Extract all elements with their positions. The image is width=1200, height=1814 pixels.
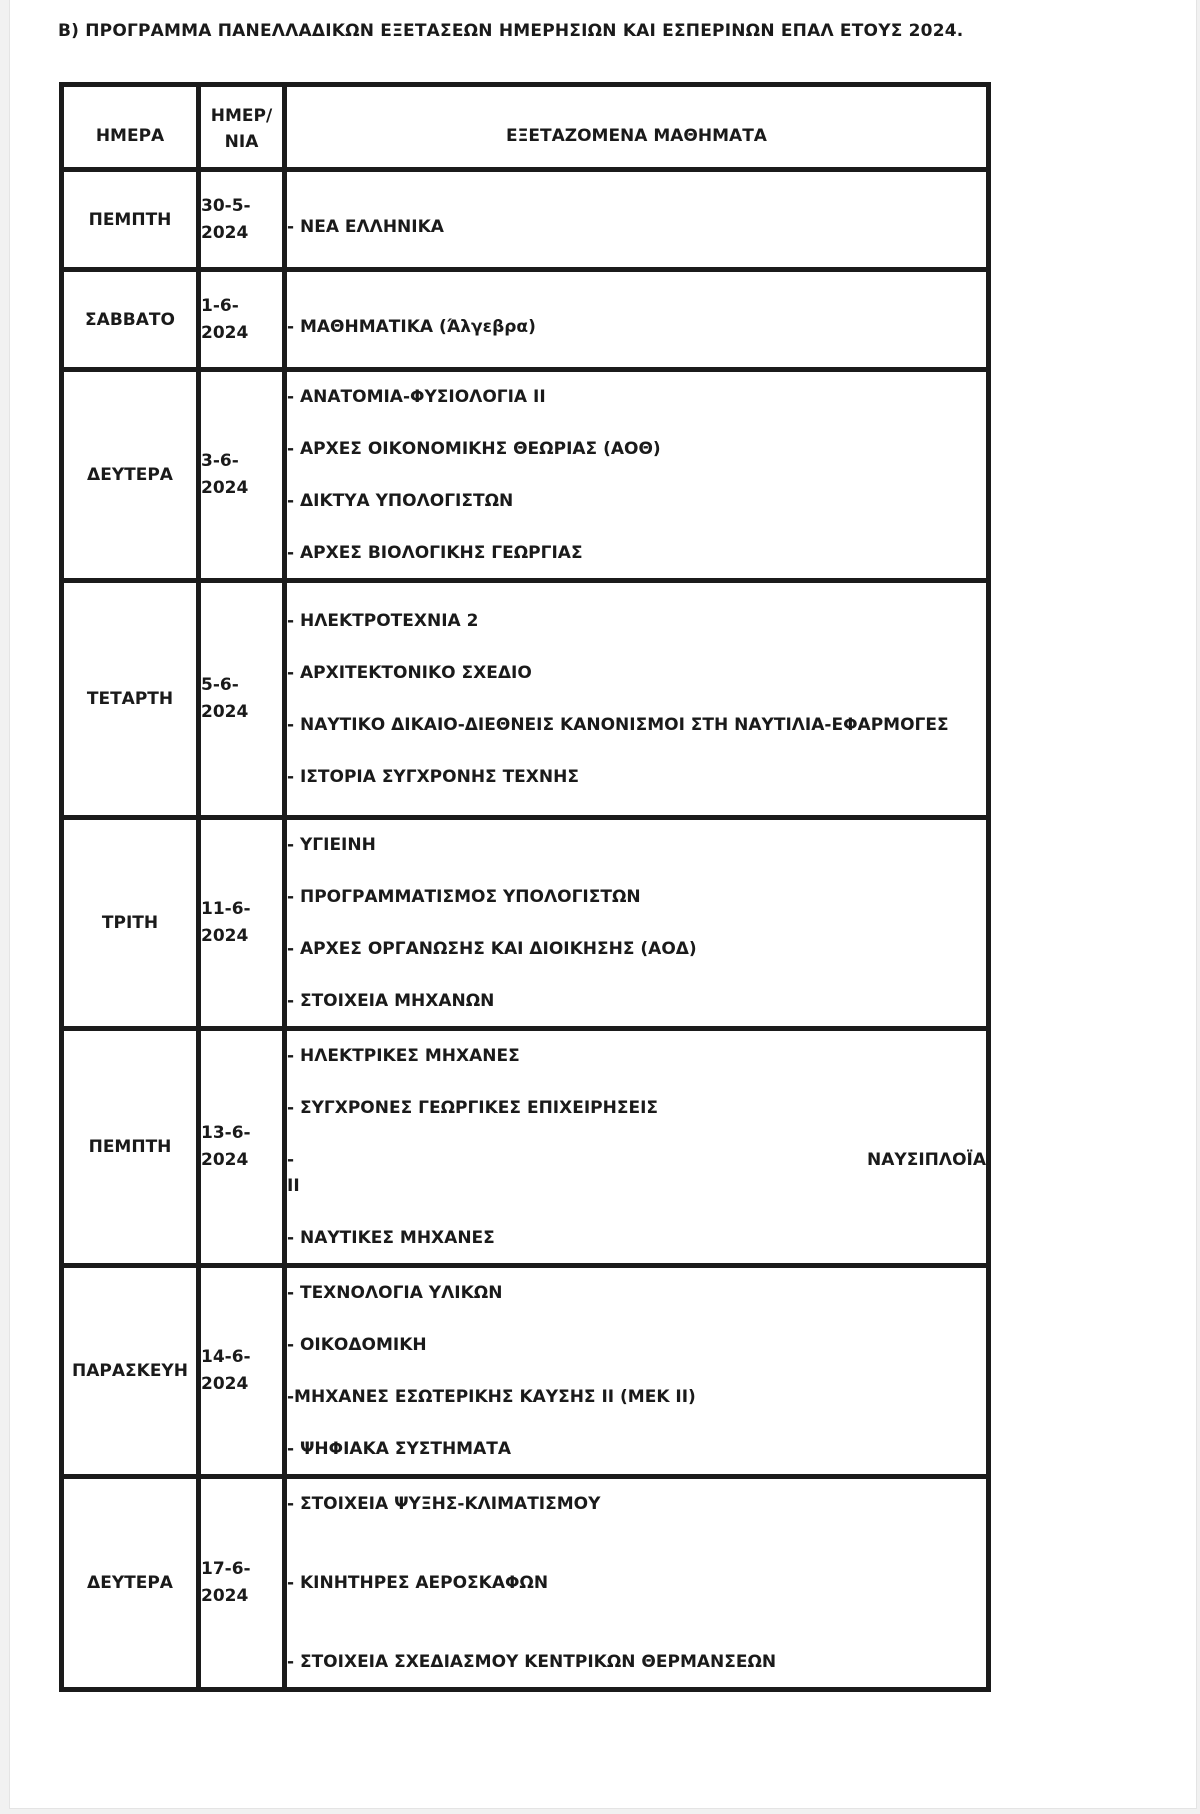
subject-item-justified: - ΝΑΥΣΙΠΛΟΪΑ <box>287 1150 986 1170</box>
date-cell: 14-6- 2024 <box>199 1266 285 1477</box>
subject-item: - ΣΥΓΧΡΟΝΕΣ ΓΕΩΡΓΙΚΕΣ ΕΠΙΧΕΙΡΗΣΕΙΣ <box>287 1098 659 1118</box>
subject-item: - ΙΣΤΟΡΙΑ ΣΥΓΧΡΟΝΗΣ ΤΕΧΝΗΣ <box>287 767 579 787</box>
table-row <box>62 581 989 818</box>
subjects-cell <box>285 581 989 818</box>
subject-item: - ΥΓΙΕΙΝΗ <box>287 835 376 855</box>
subject-item: - ΜΑΘΗΜΑΤΙΚΑ (Άλγεβρα) <box>287 317 536 337</box>
day-cell: ΔΕΥΤΕΡΑ <box>62 370 199 581</box>
subject-item: - ΑΝΑΤΟΜΙΑ-ΦΥΣΙΟΛΟΓΙΑ ΙΙ <box>287 387 546 407</box>
subject-item: -ΜΗΧΑΝΕΣ ΕΣΩΤΕΡΙΚΗΣ ΚΑΥΣΗΣ ΙΙ (ΜΕΚ ΙΙ) <box>287 1387 696 1407</box>
subject-item: - ΠΡΟΓΡΑΜΜΑΤΙΣΜΟΣ ΥΠΟΛΟΓΙΣΤΩΝ <box>287 887 641 907</box>
date-cell: 3-6- 2024 <box>199 370 285 581</box>
subject-item-continuation: ΙΙ <box>287 1176 300 1196</box>
table-row <box>62 1477 989 1690</box>
day-cell: ΠΕΜΠΤΗ <box>62 1029 199 1266</box>
subject-item: - ΣΤΟΙΧΕΙΑ ΜΗΧΑΝΩΝ <box>287 991 495 1011</box>
subject-item: - ΣΤΟΙΧΕΙΑ ΣΧΕΔΙΑΣΜΟΥ ΚΕΝΤΡΙΚΩΝ ΘΕΡΜΑΝΣΕΩΝ <box>287 1652 777 1672</box>
subject-item: - ΑΡΧΙΤΕΚΤΟΝΙΚΟ ΣΧΕΔΙΟ <box>287 663 532 683</box>
day-cell: ΠΕΜΠΤΗ <box>62 170 199 270</box>
date-cell: 30-5- 2024 <box>199 170 285 270</box>
day-cell: ΠΑΡΑΣΚΕΥΗ <box>62 1266 199 1477</box>
subject-item: - ΗΛΕΚΤΡΙΚΕΣ ΜΗΧΑΝΕΣ <box>287 1046 520 1066</box>
subject-item: - ΤΕΧΝΟΛΟΓΙΑ ΥΛΙΚΩΝ <box>287 1283 503 1303</box>
subjects-cell <box>285 1477 989 1690</box>
subject-item: - ΑΡΧΕΣ ΟΡΓΑΝΩΣΗΣ ΚΑΙ ΔΙΟΙΚΗΣΗΣ (ΑΟΔ) <box>287 939 697 959</box>
header-day: ΗΜΕΡΑ <box>62 85 199 170</box>
header-subjects: ΕΞΕΤΑΖΟΜΕΝΑ ΜΑΘΗΜΑΤΑ <box>285 85 989 170</box>
subject-item: - ΝΑΥΤΙΚΟ ΔΙΚΑΙΟ-ΔΙΕΘΝΕΙΣ ΚΑΝΟΝΙΣΜΟΙ ΣΤΗ ΝΑΥΤΙΛΙΑ-ΕΦΑΡΜΟΓΕΣ <box>287 715 949 735</box>
date-cell: 1-6- 2024 <box>199 270 285 370</box>
day-cell: ΤΡΙΤΗ <box>62 818 199 1029</box>
day-cell: ΔΕΥΤΕΡΑ <box>62 1477 199 1690</box>
subjects-cell <box>285 1266 989 1477</box>
schedule-heading: Β) ΠΡΟΓΡΑΜΜΑ ΠΑΝΕΛΛΑΔΙΚΩΝ ΕΞΕΤΑΣΕΩΝ ΗΜΕΡΗΣΙΩΝ ΚΑΙ ΕΣΠΕΡΙΝΩΝ ΕΠΑΛ ΕΤΟΥΣ 2024. <box>58 21 964 41</box>
subject-item: - ΔΙΚΤΥΑ ΥΠΟΛΟΓΙΣΤΩΝ <box>287 491 514 511</box>
table-row <box>62 270 989 370</box>
document-page <box>9 0 1197 1809</box>
subjects-cell <box>285 818 989 1029</box>
table-row <box>62 1029 989 1266</box>
subjects-cell <box>285 1029 989 1266</box>
subject-item: - ΨΗΦΙΑΚΑ ΣΥΣΤΗΜΑΤΑ <box>287 1439 512 1459</box>
exam-schedule-table <box>59 82 991 1692</box>
header-date: ΗΜΕΡ/ ΝΙΑ <box>199 85 285 170</box>
table-row <box>62 370 989 581</box>
subjects-cell <box>285 170 989 270</box>
date-cell: 13-6- 2024 <box>199 1029 285 1266</box>
subject-item: - ΑΡΧΕΣ ΟΙΚΟΝΟΜΙΚΗΣ ΘΕΩΡΙΑΣ (ΑΟΘ) <box>287 439 661 459</box>
date-cell: 11-6- 2024 <box>199 818 285 1029</box>
subjects-cell <box>285 270 989 370</box>
day-cell: ΣΑΒΒΑΤΟ <box>62 270 199 370</box>
subject-item: - ΟΙΚΟΔΟΜΙΚΗ <box>287 1335 427 1355</box>
table-row <box>62 170 989 270</box>
subjects-cell <box>285 370 989 581</box>
table-header-row <box>62 85 989 170</box>
subject-item: - ΚΙΝΗΤΗΡΕΣ ΑΕΡΟΣΚΑΦΩΝ <box>287 1573 549 1593</box>
subject-item: - ΑΡΧΕΣ ΒΙΟΛΟΓΙΚΗΣ ΓΕΩΡΓΙΑΣ <box>287 543 583 563</box>
subject-item: - ΣΤΟΙΧΕΙΑ ΨΥΞΗΣ-ΚΛΙΜΑΤΙΣΜΟΥ <box>287 1494 601 1514</box>
subject-item: - ΝΕΑ ΕΛΛΗΝΙΚΑ <box>287 217 444 237</box>
subject-item: - ΝΑΥΤΙΚΕΣ ΜΗΧΑΝΕΣ <box>287 1228 495 1248</box>
date-cell: 5-6- 2024 <box>199 581 285 818</box>
table-row <box>62 818 989 1029</box>
day-cell: ΤΕΤΑΡΤΗ <box>62 581 199 818</box>
table-row <box>62 1266 989 1477</box>
date-cell: 17-6- 2024 <box>199 1477 285 1690</box>
subject-item: - ΗΛΕΚΤΡΟΤΕΧΝΙΑ 2 <box>287 611 479 631</box>
